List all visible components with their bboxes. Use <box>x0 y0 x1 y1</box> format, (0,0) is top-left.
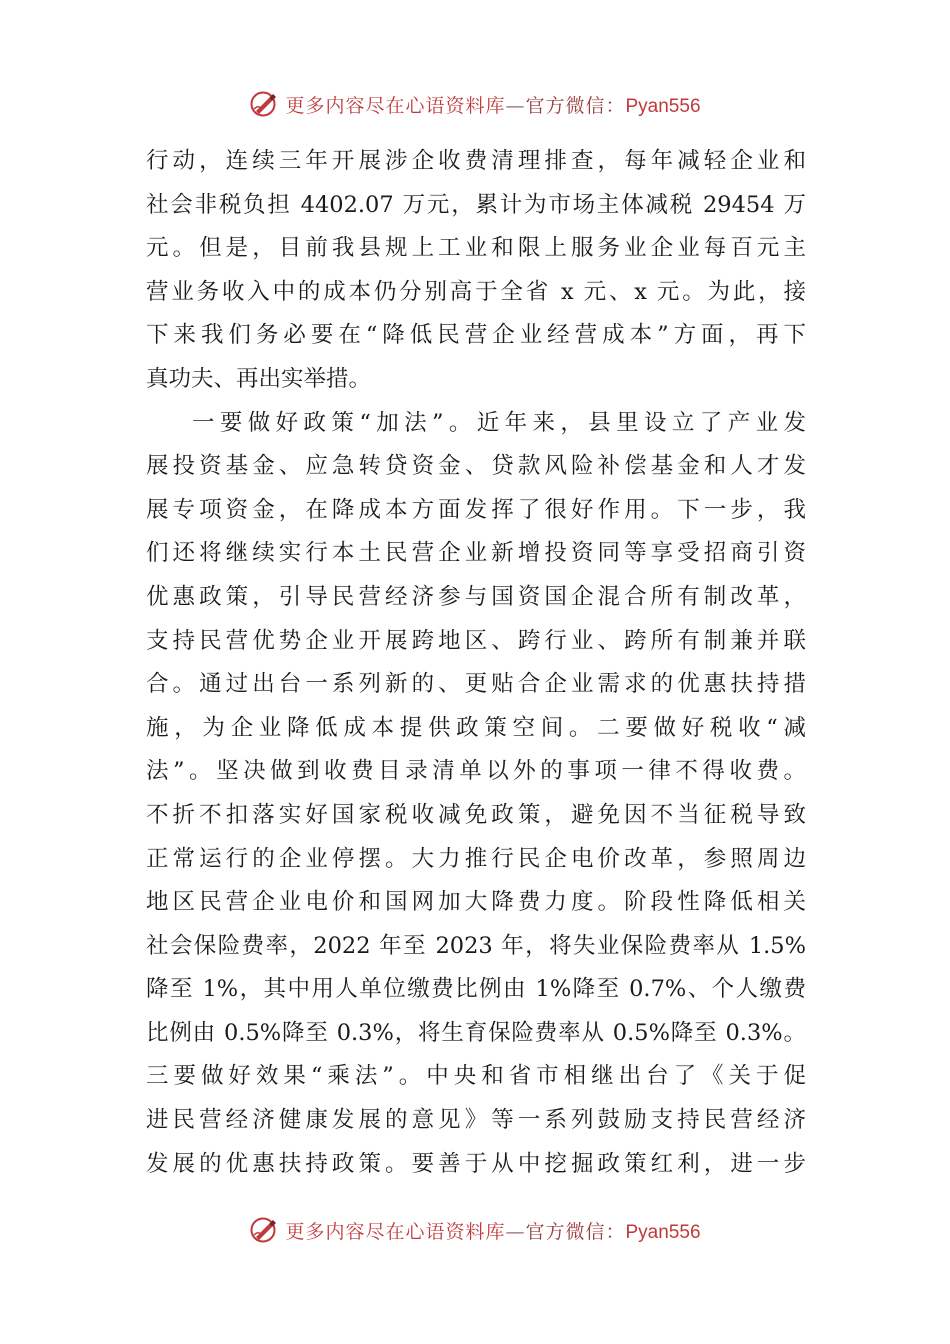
banner-main-text: 更多内容尽在心语资料库 <box>285 94 506 117</box>
text-line: 社会保险费率，2022 年至 2023 年，将失业保险费率从 1.5% <box>146 932 806 959</box>
banner-separator: — <box>505 94 526 117</box>
text-line: 一要做好政策“加法”。近年来，县里设立了产业发 <box>192 409 806 436</box>
text-line: 正常运行的企业停摆。大力推行民企电价改革，参照周边 <box>146 845 806 872</box>
text-line: 营业务收入中的成本仍分别高于全省 x 元、x 元。为此，接 <box>146 278 806 305</box>
text-line: 不折不扣落实好国家税收减免政策，避免因不当征税导致 <box>146 801 806 828</box>
paragraph-1 <box>146 140 806 402</box>
header-banner <box>0 86 950 122</box>
banner-label: 官方微信： <box>525 1220 626 1243</box>
text-line: 法”。坚决做到收费目录清单以外的事项一律不得收费。 <box>146 758 806 785</box>
banner-account: Pyan556 <box>625 1221 701 1243</box>
document-body <box>146 140 806 1186</box>
text-line: 发展的优惠扶持政策。要善于从中挖掘政策红利，进一步 <box>146 1150 806 1177</box>
text-line: 下来我们务必要在“降低民营企业经营成本”方面，再下 <box>146 322 806 349</box>
paragraph-2 <box>146 402 806 1187</box>
banner-label: 官方微信： <box>525 94 626 117</box>
text-line: 展专项资金，在降成本方面发挥了很好作用。下一步，我 <box>146 496 806 523</box>
text-line: 社会非税负担 4402.07 万元，累计为市场主体减税 29454 万 <box>146 191 806 218</box>
text-line: 合。通过出台一系列新的、更贴合企业需求的优惠扶持措 <box>146 671 806 698</box>
banner-text <box>285 1217 700 1244</box>
text-line: 进民营经济健康发展的意见》等一系列鼓励支持民营经济 <box>146 1107 806 1134</box>
text-line: 真功夫、再出实举措。 <box>146 365 372 392</box>
text-line: 支持民营优势企业开展跨地区、跨行业、跨所有制兼并联 <box>146 627 806 654</box>
text-line: 元。但是，目前我县规上工业和限上服务业企业每百元主 <box>146 235 806 262</box>
text-line: 施，为企业降低成本提供政策空间。二要做好税收“减 <box>146 714 806 741</box>
text-line: 展投资基金、应急转贷资金、贷款风险补偿基金和人才发 <box>146 453 806 480</box>
text-line: 优惠政策，引导民营经济参与国资国企混合所有制改革， <box>146 583 806 610</box>
banner-account: Pyan556 <box>625 95 701 117</box>
text-line: 降至 1%，其中用人单位缴费比例由 1%降至 0.7%、个人缴费 <box>146 976 806 1003</box>
banner-text <box>285 91 700 118</box>
text-line: 三要做好效果“乘法”。中央和省市相继出台了《关于促 <box>146 1063 806 1090</box>
footer-banner <box>0 1212 950 1248</box>
banner-main-text: 更多内容尽在心语资料库 <box>285 1220 506 1243</box>
text-line: 们还将继续实行本土民营企业新增投资同等享受招商引资 <box>146 540 806 567</box>
pen-logo-icon <box>249 1215 279 1245</box>
text-line: 地区民营企业电价和国网加大降费力度。阶段性降低相关 <box>146 889 806 916</box>
text-line: 比例由 0.5%降至 0.3%，将生育保险费率从 0.5%降至 0.3%。 <box>146 1019 806 1046</box>
banner-separator: — <box>505 1220 526 1243</box>
text-line: 行动，连续三年开展涉企收费清理排查，每年减轻企业和 <box>146 148 806 174</box>
pen-logo-icon <box>249 89 279 119</box>
